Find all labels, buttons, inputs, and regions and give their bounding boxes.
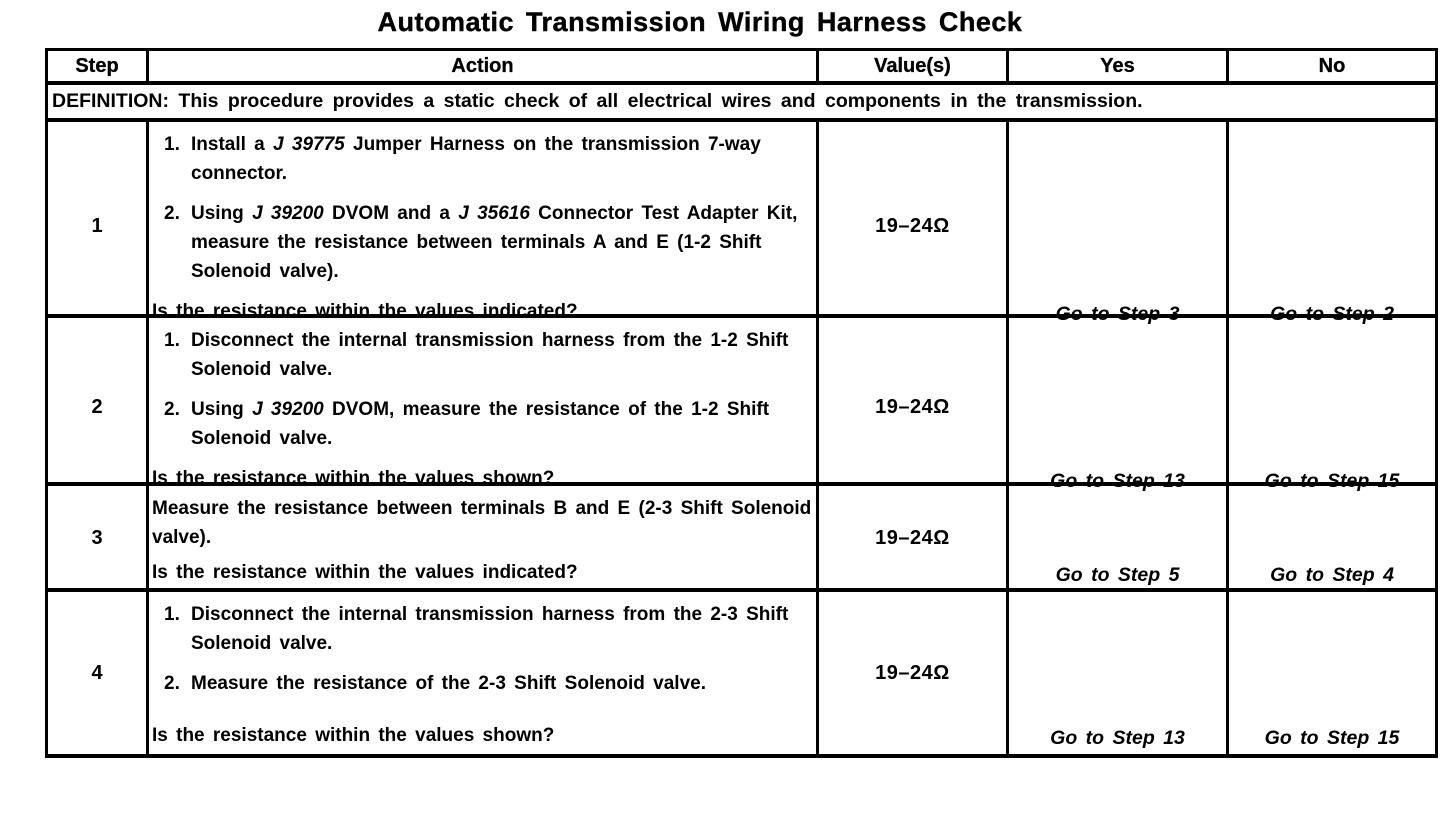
definition-row: DEFINITION: This procedure provides a static check of all electrical wires and components in the transmission. [48, 85, 1435, 122]
step-number-cell [48, 592, 149, 754]
action-question: Is the resistance within the values shown? [152, 725, 555, 746]
value-text: 19–24Ω [875, 214, 950, 237]
no-cell [1229, 486, 1435, 591]
header-action: Action [149, 51, 819, 81]
action-items: 1. Disconnect the internal transmission harness from the 1-2 Shift Solenoid valve. 2. Using J 39200 DVOM, measure the resistance of the 1-2 Shift Solenoid valve. [164, 330, 789, 449]
no-cell [1229, 318, 1435, 497]
action-items: 1. Disconnect the internal transmission harness from the 2-3 Shift Solenoid valve. 2. Measure the resistance of the 2-3 Shift Solenoid valve. [164, 604, 789, 694]
no-cell [1229, 122, 1435, 330]
yes-goto-text: Go to Step 5 [1055, 564, 1180, 586]
yes-cell [1009, 592, 1229, 754]
action-items: Measure the resistance between terminals B and E (2-3 Shift Solenoid valve). [152, 498, 812, 548]
no-goto-text: Go to Step 4 [1270, 564, 1394, 586]
value-cell [819, 592, 1009, 754]
action-items: 1. Install a J 39775 Jumper Harness on the transmission 7-way connector. 2. Using J 39200 DVOM and a J 35616 Connector Test Adapter Kit, measure the resistance between terminals A and E (1-2 Shift Solenoid valve). [164, 134, 798, 282]
step-number: 3 [91, 527, 103, 549]
action-cell [149, 592, 819, 754]
value-text: 19–24Ω [875, 661, 950, 684]
action-cell [149, 486, 819, 591]
no-goto-text: Go to Step 15 [1264, 727, 1400, 749]
header-no: No [1318, 54, 1346, 77]
yes-goto-text: Go to Step 13 [1050, 470, 1185, 492]
table-row [48, 592, 1435, 754]
yes-cell [1009, 318, 1229, 497]
header-values: Value(s) [819, 51, 1009, 81]
yes-goto-text: Go to Step 13 [1050, 727, 1185, 749]
no-cell [1229, 592, 1435, 754]
action-question: Is the resistance within the values indicated? [152, 301, 578, 322]
no-goto-text: Go to Step 15 [1264, 470, 1400, 492]
action-cell [149, 122, 819, 330]
action-cell [149, 318, 819, 497]
table-row [48, 318, 1435, 492]
yes-cell [1009, 486, 1229, 591]
step-number: 1 [91, 214, 103, 237]
value-cell [819, 122, 1009, 330]
action-question: Is the resistance within the values shown? [152, 468, 555, 489]
yes-goto-text: Go to Step 3 [1055, 303, 1180, 325]
no-goto-text: Go to Step 2 [1270, 303, 1394, 325]
table-row [48, 486, 1435, 592]
procedure-table [45, 48, 1438, 758]
step-number: 4 [91, 661, 103, 684]
value-text: 19–24Ω [875, 396, 950, 418]
step-number: 2 [91, 396, 103, 418]
yes-cell [1009, 122, 1229, 330]
value-cell [819, 486, 1009, 591]
step-number-cell [48, 318, 149, 497]
table-body [48, 122, 1435, 754]
header-step: Step [48, 51, 149, 81]
value-cell [819, 318, 1009, 497]
action-question: Is the resistance within the values indicated? [152, 562, 578, 583]
header-yes: Yes [1009, 51, 1229, 81]
page-title: Automatic Transmission Wiring Harness Check [377, 7, 1023, 37]
table-row [48, 122, 1435, 325]
value-text: 19–24Ω [875, 527, 950, 549]
step-number-cell [48, 122, 149, 330]
table-header-row [48, 51, 1435, 85]
step-number-cell [48, 486, 149, 591]
